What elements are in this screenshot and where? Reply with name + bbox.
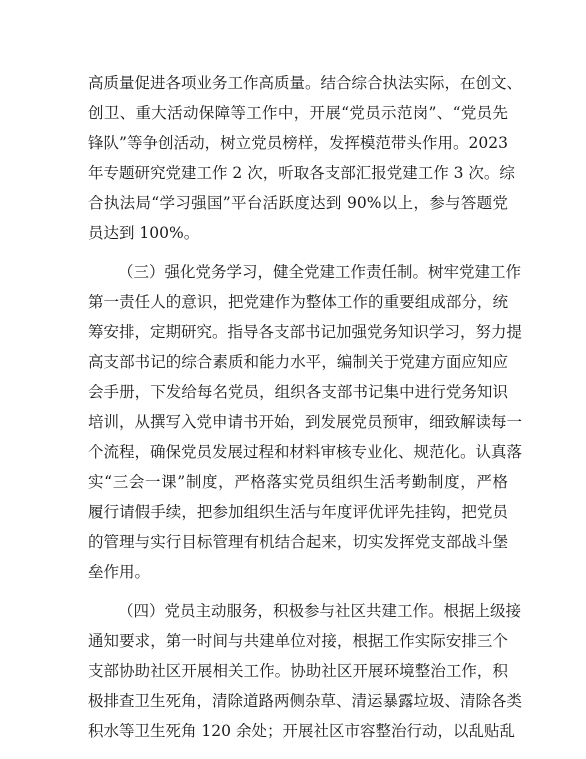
paragraph-line: 个流程，确保党员发展过程和材料审核专业化、规范化。认真落 [88, 443, 523, 461]
paragraph-line: 实“三会一课”制度，严格落实党员组织生活考勤制度，严格 [88, 473, 508, 491]
paragraph-line: 培训，从撰写入党申请书开始，到发展党员预审，细致解读每一 [88, 413, 523, 431]
paragraph-line: 高支部书记的综合素质和能力水平，编制关于党建方面应知应 [88, 353, 508, 371]
paragraph-line: 积水等卫生死角 120 余处；开展社区市容整治行动，以乱贴乱 [88, 722, 515, 740]
paragraph-line: 筹安排，定期研究。指导各支部书记加强党务知识学习，努力提 [88, 323, 523, 341]
paragraph-line: 支部协助社区开展相关工作。协助社区开展环境整治工作，积 [88, 662, 508, 680]
paragraph-line: 合执法局“学习强国”平台活跃度达到 90%以上，参与答题党 [88, 194, 508, 212]
section-heading-line: （三）强化党务学习，健全党建工作责任制。树牢党建工作 [118, 263, 522, 281]
paragraph-line: 锋队”等争创活动，树立党员榜样，发挥模范带头作用。2023 [88, 134, 508, 152]
paragraph-line: 通知要求，第一时间与共建单位对接，根据工作实际安排三个 [88, 632, 508, 650]
paragraph-line: 垒作用。 [88, 563, 151, 581]
section-heading-line: （四）党员主动服务，积极参与社区共建工作。根据上级接 [118, 602, 522, 620]
paragraph-line: 履行请假手续，把参加组织生活与年度评优评先挂钩，把党员 [88, 503, 508, 521]
paragraph-line: 员达到 100%。 [88, 224, 200, 242]
paragraph-line: 高质量促进各项业务工作高质量。结合综合执法实际，在创文、 [88, 74, 523, 92]
paragraph-line: 会手册，下发给每名党员，组织各支部书记集中进行党务知识 [88, 383, 508, 401]
paragraph-line: 极排查卫生死角，清除道路两侧杂草、清运暴露垃圾、清除各类 [88, 692, 523, 710]
paragraph-line: 的管理与实行目标管理有机结合起来，切实发挥党支部战斗堡 [88, 533, 508, 551]
paragraph-line: 创卫、重大活动保障等工作中，开展“党员示范岗”、“党员先 [88, 104, 508, 122]
paragraph-line: 年专题研究党建工作 2 次，听取各支部汇报党建工作 3 次。综 [88, 164, 515, 182]
paragraph-line: 第一责任人的意识，把党建作为整体工作的重要组成部分，统 [88, 293, 508, 311]
